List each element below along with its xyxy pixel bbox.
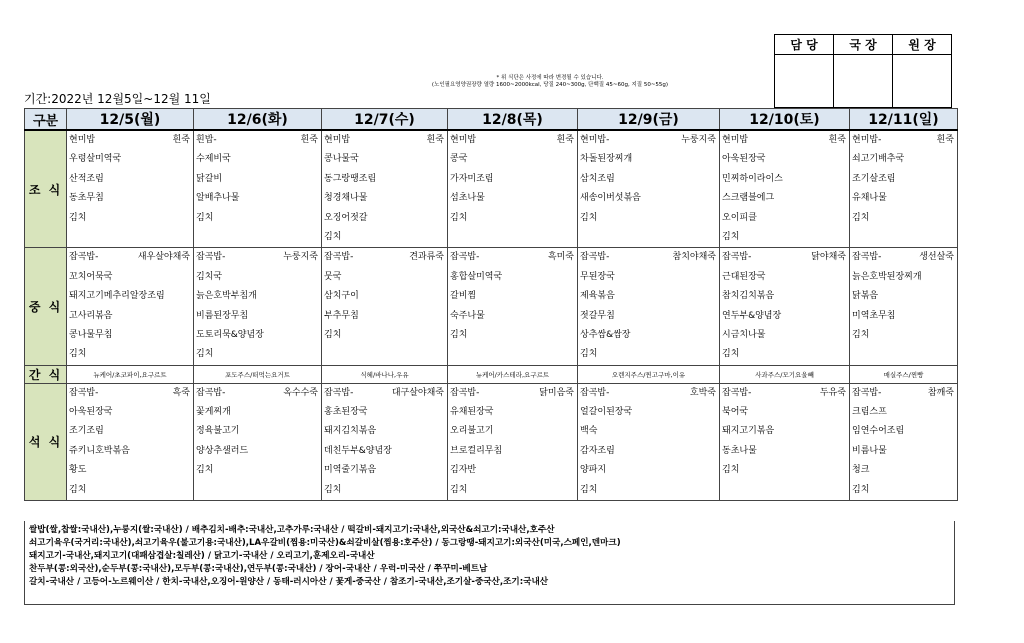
dish-item: 김치	[324, 231, 342, 242]
menu-cell	[67, 248, 194, 365]
dish-item: 젓갈무침	[580, 310, 615, 321]
signoff-box	[774, 34, 952, 108]
meal-row	[25, 383, 958, 500]
dish-item: 김치	[722, 465, 740, 476]
dish-item: 닭갈비	[196, 173, 223, 184]
origin-line: 갈치-국내산 / 고등어-노르웨이산 / 한치-국내산,오징어-원양산 / 동태-러시아산 / 꽃게-중국산 / 참조기-국내산,조기살-중국산,조기:국내산	[29, 577, 549, 587]
porridge-item: 두유죽	[819, 387, 846, 398]
dish-item: 돼지고기메추리알장조림	[69, 291, 165, 302]
category-header: 구분	[25, 109, 67, 131]
dish-item: 양상추샐러드	[196, 445, 249, 456]
dish-item: 알배추나물	[196, 193, 240, 204]
dish-item: 브로컬리무침	[450, 445, 503, 456]
rice-item: 잡곡밥-	[722, 252, 752, 263]
dish-item: 오리불고기	[450, 426, 494, 437]
meal-row	[25, 248, 958, 365]
rice-line	[722, 131, 849, 150]
meal-row	[25, 130, 958, 248]
dish-item: 콩나물국	[324, 154, 359, 165]
rice-item: 잡곡밥-	[196, 387, 226, 398]
dish-item: 비름나물	[852, 445, 887, 456]
menu-cell	[448, 383, 578, 500]
dish-item: 북어국	[722, 407, 749, 418]
dish-item: 닭볶음	[852, 291, 879, 302]
origin-line: 쌀밥(쌀,찹쌀:국내산),누룽지(쌀:국내산) / 배추김치-배추:국내산,고추가루:국내산 / 떡갈비-돼지고기:국내산,외국산&쇠고기:국내산,호주산	[29, 525, 555, 535]
dish-item: 김치	[580, 212, 598, 223]
rice-line	[69, 384, 193, 403]
dish-item	[852, 228, 957, 247]
rice-item: 현미밥	[324, 135, 351, 145]
menu-notice	[330, 75, 770, 89]
dish-item: 아욱된장국	[722, 154, 766, 165]
signoff-slot-staff	[775, 55, 834, 108]
snack-cell: 오렌지주스/찐고구마,이유	[578, 365, 720, 383]
dish-item: 뭇국	[324, 271, 342, 282]
weekly-menu-table	[24, 108, 958, 501]
rice-line	[196, 384, 321, 403]
origin-line: 찬두부(콩:외국산),순두부(콩:국내산),모두부(콩:국내산),연두부(콩:국내산) / 장어-국내산 / 우럭-미국산 / 쭈꾸미-베트남	[29, 564, 488, 574]
dish-item: 김치	[324, 329, 342, 340]
dish-item	[450, 228, 577, 247]
rice-line	[722, 384, 849, 403]
porridge-item: 옥수수죽	[283, 387, 318, 398]
dish-item: 오이피클	[722, 212, 757, 223]
dish-item: 동그랑땡조림	[324, 173, 377, 184]
dish-item: 홍초된장국	[324, 407, 368, 418]
menu-cell	[322, 248, 448, 365]
dish-item: 임연수어조림	[852, 426, 905, 437]
rice-item: 흰밥-	[196, 135, 217, 145]
rice-item: 잡곡밥-	[69, 387, 99, 398]
dish-item: 새송이버섯볶음	[580, 193, 641, 204]
rice-item: 잡곡밥-	[852, 252, 882, 263]
porridge-item: 닭미음죽	[539, 387, 574, 398]
dish-item	[852, 345, 957, 364]
menu-cell	[850, 383, 958, 500]
rice-item: 현미밥-	[852, 135, 882, 145]
dish-item: 늙은호박부침개	[196, 291, 257, 302]
rice-item: 잡곡밥-	[580, 252, 610, 263]
rice-line	[580, 384, 719, 403]
snack-cell: 사과주스/모기요울빼	[720, 365, 850, 383]
signoff-label-director: 국 장	[834, 35, 893, 55]
dish-item: 김치	[69, 349, 87, 360]
dish-item: 황도	[69, 465, 87, 476]
porridge-item: 누룽지죽	[681, 135, 716, 145]
day-header: 12/10(토)	[720, 109, 850, 131]
dish-item: 삼치구이	[324, 291, 359, 302]
rice-line	[196, 131, 321, 150]
rice-line	[722, 248, 849, 267]
rice-line	[69, 131, 193, 150]
dish-item: 조기조림	[69, 426, 104, 437]
rice-item: 현미밥-	[580, 135, 610, 145]
dish-item: 김치	[580, 349, 598, 360]
rice-item: 잡곡밥-	[722, 387, 752, 398]
dish-item: 김치	[450, 329, 468, 340]
dish-item: 삼치조림	[580, 173, 615, 184]
porridge-item: 닭야채죽	[811, 252, 846, 263]
dish-item: 쇠고기배추국	[852, 154, 905, 165]
menu-cell	[850, 130, 958, 248]
rice-line	[324, 384, 447, 403]
menu-cell	[194, 248, 322, 365]
dish-item: 오징어젓갈	[324, 212, 368, 223]
rice-item: 잡곡밥-	[324, 252, 354, 263]
dish-item: 김치	[196, 212, 214, 223]
dish-item: 김치	[722, 349, 740, 360]
day-header: 12/8(목)	[448, 109, 578, 131]
snack-cell: 뉴케어/카스테라,요구르트	[448, 365, 578, 383]
menu-cell	[720, 130, 850, 248]
signoff-label-head: 원 장	[893, 35, 952, 55]
dish-item: 김치	[580, 484, 598, 495]
porridge-item: 흰죽	[828, 135, 846, 145]
dish-item	[69, 228, 193, 247]
dish-item: 김치	[450, 212, 468, 223]
dish-item: 크림스프	[852, 407, 887, 418]
dish-item: 무된장국	[580, 271, 615, 282]
menu-cell	[448, 248, 578, 365]
dish-item: 민찌하이라이스	[722, 173, 783, 184]
dish-item: 늙은호박된장찌개	[852, 271, 922, 282]
dish-item: 김치	[196, 465, 214, 476]
meal-label: 조 식	[25, 130, 67, 248]
rice-item: 잡곡밥-	[580, 387, 610, 398]
origin-line: 쇠고기육우(국거리:국내산),쇠고기육우(불고기용:국내산),LA우갈비(찜용:미국산)&쇠갈비살(찜용:호주산) / 동그랑땡-돼지고기:외국산(미국,스페인,덴마크)	[29, 538, 621, 548]
porridge-item: 흑미죽	[547, 252, 574, 263]
menu-cell	[67, 130, 194, 248]
dish-item: 꼬치어묵국	[69, 271, 113, 282]
origin-line: 돼지고기-국내산,돼지고기(대패삼겹살:칠레산) / 닭고기-국내산 / 오리고기,훈제오리-국내산	[29, 551, 375, 561]
dish-item: 홍합살미역국	[450, 271, 503, 282]
dish-item	[450, 345, 577, 364]
snack-cell: 포도주스/떠먹는요거트	[194, 365, 322, 383]
dish-item	[196, 228, 321, 247]
dish-item: 돼지김치볶음	[324, 426, 377, 437]
dish-item: 데친두부&양념장	[324, 445, 392, 456]
dish-item: 김치국	[196, 271, 223, 282]
dish-item: 차돌된장찌개	[580, 154, 633, 165]
menu-cell	[578, 248, 720, 365]
porridge-item: 누룽지죽	[283, 252, 318, 263]
dish-item: 유채된장국	[450, 407, 494, 418]
day-header: 12/11(일)	[850, 109, 958, 131]
menu-period: 기간:2022년 12월5일~12월 11일	[24, 92, 211, 106]
rice-item: 현미밥	[450, 135, 477, 145]
rice-item: 잡곡밥-	[450, 387, 480, 398]
menu-cell	[850, 248, 958, 365]
rice-line	[852, 248, 957, 267]
porridge-item: 새우살야채죽	[137, 252, 190, 263]
porridge-item: 흰죽	[300, 135, 318, 145]
header-row	[25, 109, 958, 131]
dish-item: 도토리묵&양념장	[196, 329, 264, 340]
rice-item: 현미밥	[69, 135, 96, 145]
porridge-item: 흰죽	[936, 135, 954, 145]
dish-item: 미역줄기볶음	[324, 465, 377, 476]
dish-item	[196, 481, 321, 500]
rice-line	[69, 248, 193, 267]
dish-item: 얼갈이된장국	[580, 407, 633, 418]
signoff-label-staff: 담 당	[775, 35, 834, 55]
dish-item	[324, 345, 447, 364]
day-header: 12/9(금)	[578, 109, 720, 131]
dish-item: 백숙	[580, 426, 598, 437]
rice-item: 잡곡밥-	[450, 252, 480, 263]
dish-item: 감자조림	[580, 445, 615, 456]
rice-line	[580, 131, 719, 150]
dish-item: 김치	[324, 484, 342, 495]
dish-item: 시금치나물	[722, 329, 766, 340]
dish-item: 고사리볶음	[69, 310, 113, 321]
porridge-item: 흰죽	[426, 135, 444, 145]
dish-item: 돼지고기볶음	[722, 426, 775, 437]
dish-item: 상추쌈&쌈장	[580, 329, 631, 340]
dish-item: 유채나물	[852, 193, 887, 204]
dish-item: 김치	[852, 329, 870, 340]
menu-cell	[448, 130, 578, 248]
dish-item	[722, 481, 849, 500]
menu-cell	[578, 130, 720, 248]
rice-item: 잡곡밥-	[852, 387, 882, 398]
day-header: 12/6(화)	[194, 109, 322, 131]
dish-item: 김자반	[450, 465, 477, 476]
porridge-item: 호박죽	[689, 387, 716, 398]
rice-line	[450, 384, 577, 403]
notice-line-1: * 위 식단은 사정에 따라 변경될 수 있습니다.	[496, 75, 604, 81]
dish-item: 양파지	[580, 465, 607, 476]
dish-item: 콩나물무침	[69, 329, 113, 340]
rice-item: 잡곡밥-	[324, 387, 354, 398]
rice-line	[324, 248, 447, 267]
rice-line	[852, 384, 957, 403]
rice-item: 현미밥	[722, 135, 749, 145]
dish-item: 조기살조림	[852, 173, 896, 184]
dish-item: 꽃게찌개	[196, 407, 231, 418]
dish-item: 정육불고기	[196, 426, 240, 437]
menu-cell	[194, 130, 322, 248]
dish-item: 수제비국	[196, 154, 231, 165]
snack-cell: 뉴케어/초코파이,요구르트	[67, 365, 194, 383]
dish-item: 비름된장무침	[196, 310, 249, 321]
dish-item: 동초무침	[69, 193, 104, 204]
porridge-item: 흑죽	[172, 387, 190, 398]
porridge-item: 생선살죽	[919, 252, 954, 263]
rice-line	[450, 248, 577, 267]
snack-row	[25, 365, 958, 383]
menu-cell	[322, 130, 448, 248]
dish-item: 우렁살미역국	[69, 154, 122, 165]
dish-item: 청크	[852, 465, 870, 476]
porridge-item: 참치야채죽	[672, 252, 716, 263]
snack-cell: 매실주스/찐빵	[850, 365, 958, 383]
dish-item: 참치김치볶음	[722, 291, 775, 302]
rice-item: 잡곡밥-	[69, 252, 99, 263]
dish-item: 김치	[722, 231, 740, 242]
dish-item: 동초나물	[722, 445, 757, 456]
dish-item: 미역초무침	[852, 310, 896, 321]
menu-cell	[578, 383, 720, 500]
dish-item: 김치	[196, 349, 214, 360]
dish-item: 김치	[852, 484, 870, 495]
rice-line	[580, 248, 719, 267]
dish-item: 김치	[852, 212, 870, 223]
dish-item: 산적조림	[69, 173, 104, 184]
dish-item: 숙주나물	[450, 310, 485, 321]
rice-line	[324, 131, 447, 150]
dish-item: 근대된장국	[722, 271, 766, 282]
rice-line	[450, 131, 577, 150]
day-header: 12/5(월)	[67, 109, 194, 131]
porridge-item: 대구살야채죽	[391, 387, 444, 398]
snack-label: 간 식	[25, 365, 67, 383]
dish-item: 제육볶음	[580, 291, 615, 302]
menu-cell	[194, 383, 322, 500]
dish-item: 아욱된장국	[69, 407, 113, 418]
dish-item: 부추무침	[324, 310, 359, 321]
menu-cell	[720, 383, 850, 500]
porridge-item: 흰죽	[556, 135, 574, 145]
dish-item: 스크램블에그	[722, 193, 775, 204]
dish-item: 섬초나물	[450, 193, 485, 204]
menu-cell	[720, 248, 850, 365]
menu-cell	[67, 383, 194, 500]
snack-cell: 식혜/바나나,우유	[322, 365, 448, 383]
meal-label: 중 식	[25, 248, 67, 365]
signoff-slot-director	[834, 55, 893, 108]
rice-item: 잡곡밥-	[196, 252, 226, 263]
dish-item: 연두부&양념장	[722, 310, 782, 321]
rice-line	[196, 248, 321, 267]
dish-item: 김치	[69, 212, 87, 223]
dish-item: 청경채나물	[324, 193, 368, 204]
origin-info	[24, 521, 955, 605]
meal-label: 석 식	[25, 383, 67, 500]
day-header: 12/7(수)	[322, 109, 448, 131]
dish-item: 김치	[450, 484, 468, 495]
dish-item: 콩국	[450, 154, 468, 165]
dish-item: 김치	[69, 484, 87, 495]
dish-item	[580, 228, 719, 247]
notice-line-2: (노인필요영양권장량 열량 1600~2000kcal, 당질 240~300g, 단백질 45~60g, 지질 50~55g)	[431, 82, 669, 88]
dish-item: 갈비찜	[450, 291, 477, 302]
dish-item: 가자미조림	[450, 173, 494, 184]
menu-cell	[322, 383, 448, 500]
rice-line	[852, 131, 957, 150]
signoff-slot-head	[893, 55, 952, 108]
porridge-item: 흰죽	[172, 135, 190, 145]
porridge-item: 견과류죽	[409, 252, 444, 263]
porridge-item: 참깨죽	[927, 387, 954, 398]
dish-item: 쥬키니호박볶음	[69, 445, 130, 456]
